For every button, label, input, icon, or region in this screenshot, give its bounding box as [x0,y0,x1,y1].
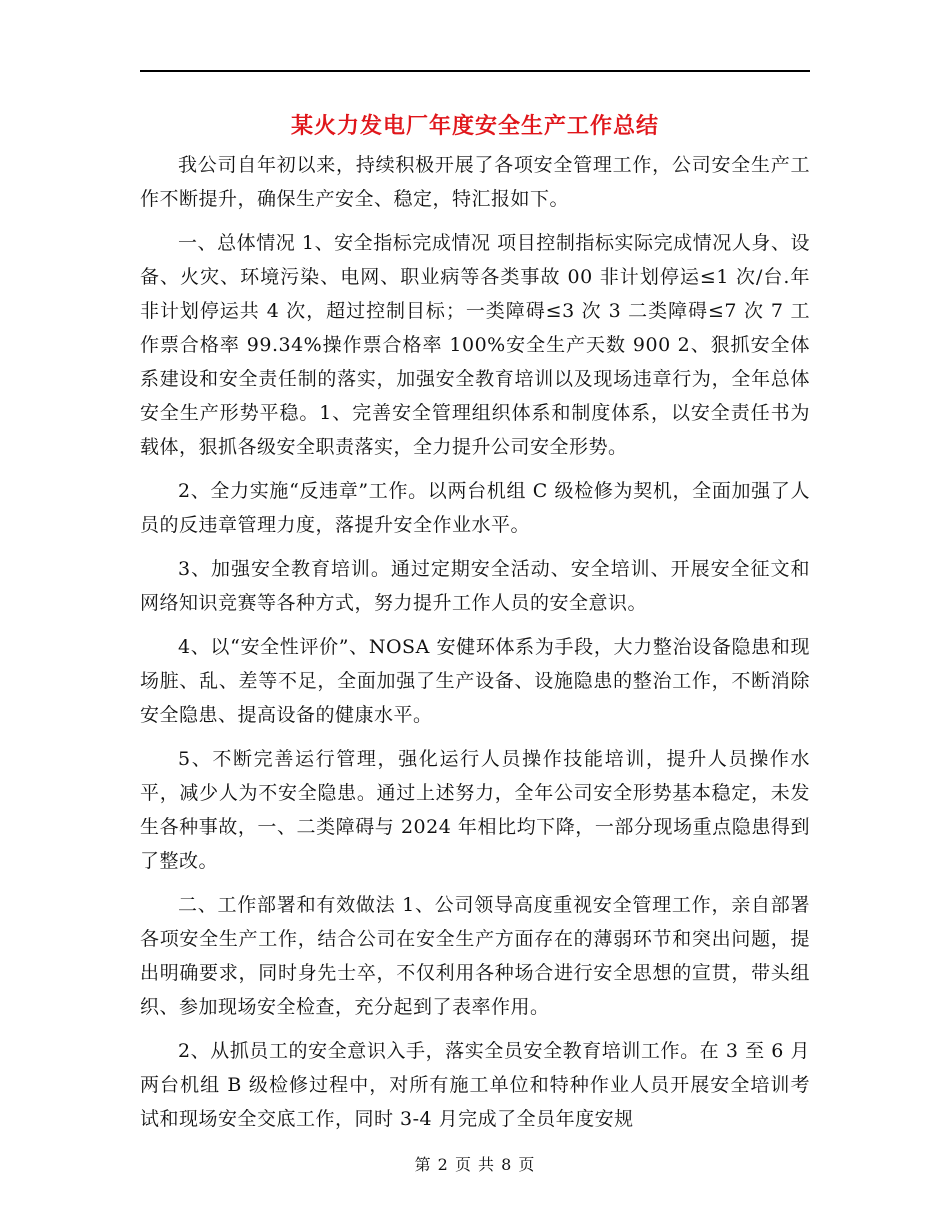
paragraph-item-4: 4、以“安全性评价”、NOSA 安健环体系为手段，大力整治设备隐患和现场脏、乱、差等不足，全面加强了生产设备、设施隐患的整治工作，不断消除安全隐患、提高设备的健康水平。 [140,636,810,726]
paragraph-item-2: 2、全力实施“反违章”工作。以两台机组 C 级检修为契机，全面加强了人员的反违章管理力度，落提升安全作业水平。 [140,480,810,536]
paragraph-intro: 我公司自年初以来，持续积极开展了各项安全管理工作，公司安全生产工作不断提升，确保生产安全、稳定，特汇报如下。 [140,154,810,210]
paragraph-item-3: 3、加强安全教育培训。通过定期安全活动、安全培训、开展安全征文和网络知识竞赛等各种方式，努力提升工作人员的安全意识。 [140,558,810,614]
header-rule [140,70,810,72]
document-body [140,148,810,1146]
paragraph-item-5: 5、不断完善运行管理，强化运行人员操作技能培训，提升人员操作水平，减少人为不安全隐患。通过上述努力，全年公司安全形势基本稳定，未发生各种事故，一、二类障碍与 2024 年相比均下降，一部分现场重点隐患得到了整改。 [140,748,810,872]
document-title: 某火力发电厂年度安全生产工作总结 [290,113,659,139]
paragraph-overview: 一、总体情况 1、安全指标完成情况 项目控制指标实际完成情况人身、设备、火灾、环境污染、电网、职业病等各类事故 00 非计划停运≤1 次/台.年非计划停运共 4 次，超过控制目标；一类障碍≤3 次 3 二类障碍≤7 次 7 工作票合格率 99.34%操作票合格率 100%安全生产天数 900 2、狠抓安全体系建设和安全责任制的落实，加强安全教育培训以及现场违章行为，全年总体安全生产形势平稳。1、完善安全管理组织体系和制度体系，以安全责任书为载体，狠抓各级安全职责落实，全力提升公司安全形势。 [140,232,810,458]
paragraph-section-2: 二、工作部署和有效做法 1、公司领导高度重视安全管理工作，亲自部署各项安全生产工作，结合公司在安全生产方面存在的薄弱环节和突出问题，提出明确要求，同时身先士卒，不仅利用各种场合进行安全思想的宣贯，带头组织、参加现场安全检查，充分起到了表率作用。 [140,894,810,1018]
page-number: 第 2 页 共 8 页 [414,1155,536,1174]
paragraph-section-2-item-2: 2、从抓员工的安全意识入手，落实全员安全教育培训工作。在 3 至 6 月两台机组 B 级检修过程中，对所有施工单位和特种作业人员开展安全培训考试和现场安全交底工作，同时 3-4 月完成了全员年度安规 [140,1040,810,1130]
